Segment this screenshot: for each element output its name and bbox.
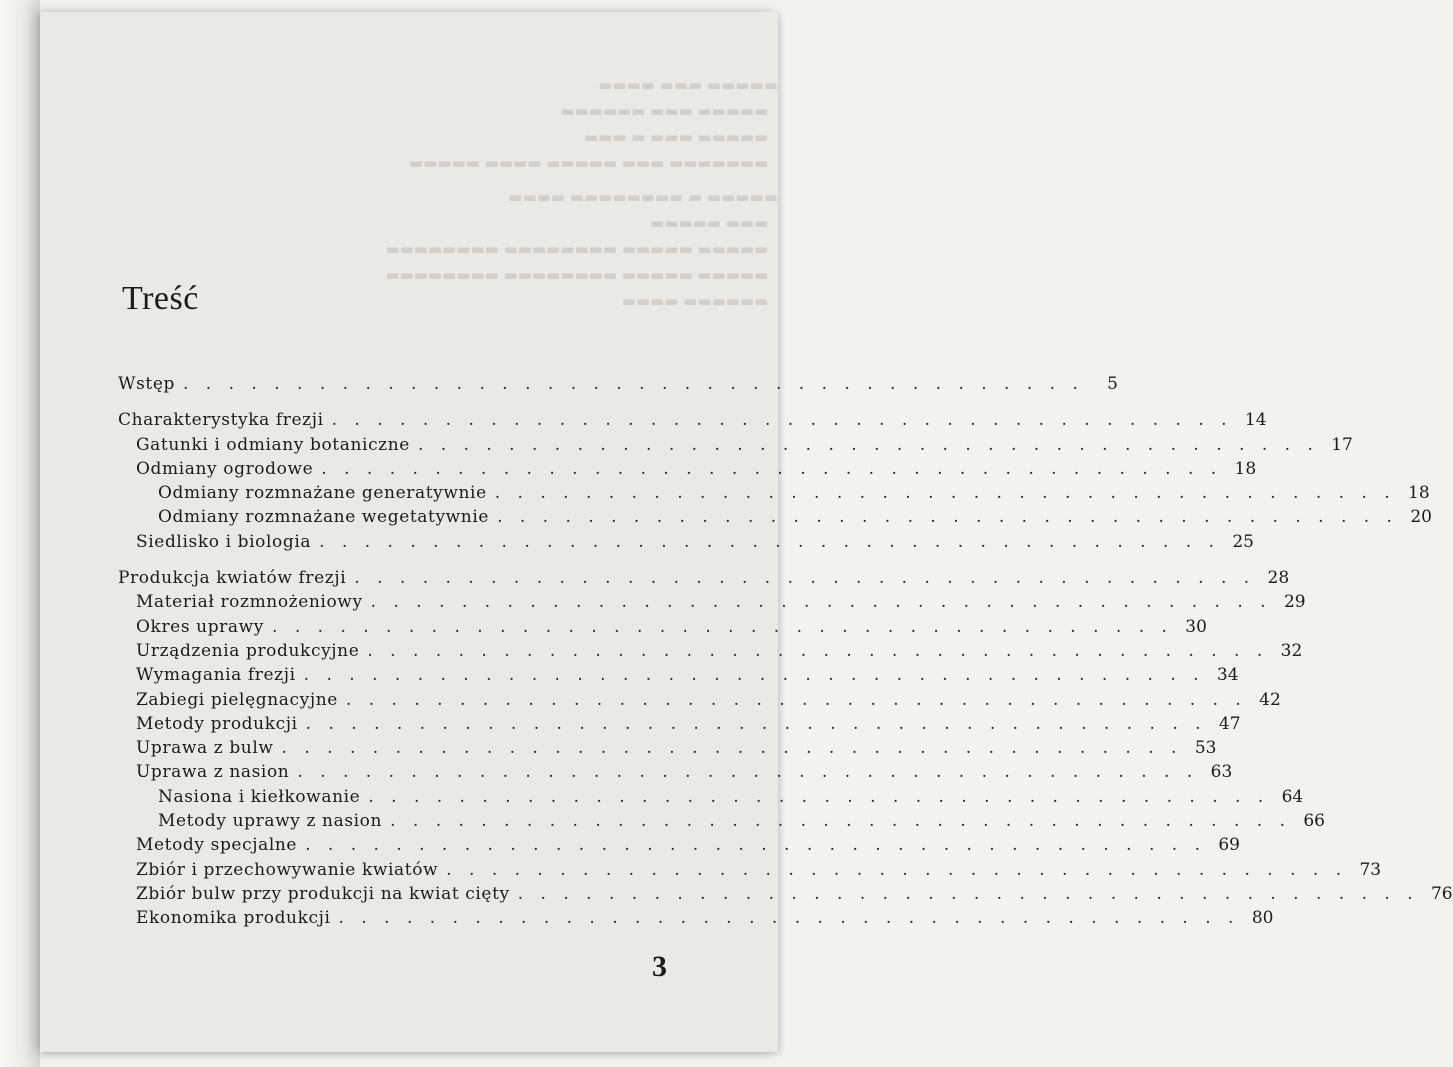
toc-entry-page: 80 [1251, 908, 1274, 929]
toc-entry-label: Uprawa z bulw [136, 738, 274, 759]
toc-entry-page: 28 [1267, 568, 1290, 589]
toc-entry-label: Okres uprawy [136, 616, 265, 637]
toc-entry [118, 434, 1353, 459]
toc-entry-page: 63 [1210, 762, 1233, 783]
toc-entry-page: 64 [1281, 786, 1304, 807]
toc-entry-page: 14 [1244, 410, 1267, 431]
toc-entry [118, 762, 1233, 786]
toc-entry [118, 483, 1430, 507]
toc-entry-label: Materiał rozmnożeniowy [136, 592, 363, 613]
toc-leader-dots: . . . . . . . . . . . . . . . . . . . . . . . . . . . . . . . . . . . . . . . . [417, 434, 1319, 455]
toc-leader-dots: . . . . . . . . . . . . . . . . . . . . . . . . . . . . . . . . . . . . . . . . [497, 507, 1398, 528]
toc-entry [118, 835, 1240, 859]
toc-leader-dots: . . . . . . . . . . . . . . . . . . . . . . . . . . . . . . . . . . . . . . . . [182, 374, 1084, 394]
toc-entry-page: 66 [1303, 811, 1325, 832]
toc-entry-label: Siedlisko i biologia [136, 531, 312, 552]
toc-entry [118, 908, 1274, 932]
toc-entry-page: 29 [1283, 592, 1306, 613]
toc-entry-page: 34 [1216, 665, 1239, 686]
toc-leader-dots: . . . . . . . . . . . . . . . . . . . . . . . . . . . . . . . . . . . . . . . . [517, 883, 1419, 904]
toc-leader-dots: . . . . . . . . . . . . . . . . . . . . . . . . . . . . . . . . . . . . . . . . [303, 665, 1205, 686]
toc-leader-dots: . . . . . . . . . . . . . . . . . . . . . . . . . . . . . . . . . . . . . . . . [305, 713, 1207, 734]
toc-leader-dots: . . . . . . . . . . . . . . . . . . . . . . . . . . . . . . . . . . . . . . . . [354, 568, 1256, 589]
toc-entry [118, 568, 1290, 592]
table-of-contents [118, 374, 1453, 933]
book-gutter [0, 0, 40, 1067]
toc-entry [118, 410, 1267, 434]
toc-entry-label: Odmiany rozmnażane wegetatywnie [158, 507, 490, 528]
toc-entry-page: 53 [1194, 738, 1217, 759]
toc-entry-label: Uprawa z nasion [136, 762, 290, 783]
bleed-through-text: ▬▬▬▬▬ ▬▬▬ ▬▬▬▬ ▬▬▬▬▬ ▬▬▬ ▬▬▬▬▬▬ ▬▬▬▬▬ ▬▬▬ ▬ ▬▬▬ ▬▬▬▬▬▬▬ ▬▬▬ ▬▬▬▬▬ ▬▬▬▬ ▬▬▬▬▬ ▬▬▬▬▬ ▬ ▬▬▬▬▬▬▬▬ ▬▬▬▬ ▬▬▬ ▬▬▬▬▬ ▬▬▬▬▬ ▬▬▬▬▬ ▬▬▬▬▬▬▬▬ ▬▬▬▬▬▬▬▬ ▬▬▬▬▬ ▬▬▬▬▬ ▬▬▬▬▬▬▬▬ ▬▬▬▬▬▬▬▬ ▬▬▬▬▬▬ ▬▬▬▬ [385, 76, 778, 310]
toc-leader-dots: . . . . . . . . . . . . . . . . . . . . . . . . . . . . . . . . . . . . . . . . [319, 531, 1220, 552]
toc-leader-dots: . . . . . . . . . . . . . . . . . . . . . . . . . . . . . . . . . . . . . . . . [390, 811, 1291, 832]
toc-entry-page: 25 [1232, 531, 1254, 552]
toc-leader-dots: . . . . . . . . . . . . . . . . . . . . . . . . . . . . . . . . . . . . . . . . [494, 483, 1396, 504]
toc-entry-label: Metody specjalne [136, 835, 298, 856]
page-number: 3 [652, 950, 667, 983]
toc-leader-dots: . . . . . . . . . . . . . . . . . . . . . . . . . . . . . . . . . . . . . . . . [446, 859, 1348, 880]
toc-leader-dots: . . . . . . . . . . . . . . . . . . . . . . . . . . . . . . . . . . . . . . . . [368, 786, 1270, 807]
toc-leader-dots: . . . . . . . . . . . . . . . . . . . . . . . . . . . . . . . . . . . . . . . . [281, 738, 1183, 759]
toc-entry [118, 859, 1382, 884]
toc-entry [118, 507, 1432, 531]
toc-entry [118, 458, 1257, 483]
toc-entry-label: Metody uprawy z nasion [158, 811, 383, 832]
toc-entry [118, 592, 1306, 616]
toc-entry-label: Zbiór i przechowywanie kwiatów [136, 859, 439, 880]
toc-entry [118, 689, 1281, 714]
toc-entry-page: 32 [1280, 640, 1303, 661]
toc-entry-label: Wstęp [118, 374, 175, 394]
toc-entry-label: Wymagania frezji [136, 665, 296, 686]
toc-entry [118, 531, 1254, 556]
toc-leader-dots: . . . . . . . . . . . . . . . . . . . . . . . . . . . . . . . . . . . . . . . . [338, 908, 1240, 929]
toc-leader-dots: . . . . . . . . . . . . . . . . . . . . . . . . . . . . . . . . . . . . . . . . [321, 458, 1223, 479]
toc-entry [118, 786, 1304, 811]
toc-entry-label: Ekonomika produkcji [136, 908, 331, 929]
toc-entry-page: 73 [1359, 859, 1382, 880]
toc-entry [118, 713, 1241, 738]
toc-entry-page: 30 [1185, 616, 1207, 637]
toc-entry-page: 47 [1218, 713, 1241, 734]
toc-entry-label: Metody produkcji [136, 713, 298, 734]
toc-entry-label: Nasiona i kiełkowanie [158, 786, 361, 807]
toc-entry [118, 883, 1453, 908]
toc-entry-page: 42 [1259, 689, 1281, 710]
toc-leader-dots: . . . . . . . . . . . . . . . . . . . . . . . . . . . . . . . . . . . . . . . . [345, 689, 1247, 710]
toc-entry-page: 5 [1107, 374, 1118, 394]
toc-entry [118, 616, 1207, 641]
toc-entry-label: Urządzenia produkcyjne [136, 640, 360, 661]
toc-entry [118, 738, 1217, 762]
toc-entry-page: 17 [1331, 434, 1353, 455]
toc-entry-label: Odmiany ogrodowe [136, 458, 314, 479]
toc-entry-label: Odmiany rozmnażane generatywnie [158, 483, 487, 504]
toc-leader-dots: . . . . . . . . . . . . . . . . . . . . . . . . . . . . . . . . . . . . . . . . [272, 616, 1173, 637]
toc-entry-label: Produkcja kwiatów frezji [118, 568, 347, 589]
toc-leader-dots: . . . . . . . . . . . . . . . . . . . . . . . . . . . . . . . . . . . . . . . . [305, 835, 1206, 856]
toc-leader-dots: . . . . . . . . . . . . . . . . . . . . . . . . . . . . . . . . . . . . . . . . [370, 592, 1272, 613]
toc-entry-label: Zabiegi pielęgnacyjne [136, 689, 338, 710]
toc-leader-dots: . . . . . . . . . . . . . . . . . . . . . . . . . . . . . . . . . . . . . . . . [367, 640, 1269, 661]
toc-entry-page: 20 [1410, 507, 1432, 528]
toc-entry [118, 811, 1325, 835]
toc-entry [118, 374, 1118, 398]
page-title: Treść [122, 280, 199, 317]
toc-entry-label: Zbiór bulw przy produkcji na kwiat cięty [136, 883, 510, 904]
toc-entry-page: 18 [1234, 458, 1257, 479]
toc-entry-label: Charakterystyka frezji [118, 410, 324, 431]
toc-entry-page: 69 [1218, 835, 1240, 856]
toc-entry-page: 76 [1430, 883, 1453, 904]
toc-leader-dots: . . . . . . . . . . . . . . . . . . . . . . . . . . . . . . . . . . . . . . . . [331, 410, 1233, 431]
toc-entry [118, 665, 1239, 689]
toc-leader-dots: . . . . . . . . . . . . . . . . . . . . . . . . . . . . . . . . . . . . . . . . [297, 762, 1199, 783]
toc-entry [118, 640, 1303, 665]
toc-entry-label: Gatunki i odmiany botaniczne [136, 434, 410, 455]
toc-entry-page: 18 [1408, 483, 1430, 504]
